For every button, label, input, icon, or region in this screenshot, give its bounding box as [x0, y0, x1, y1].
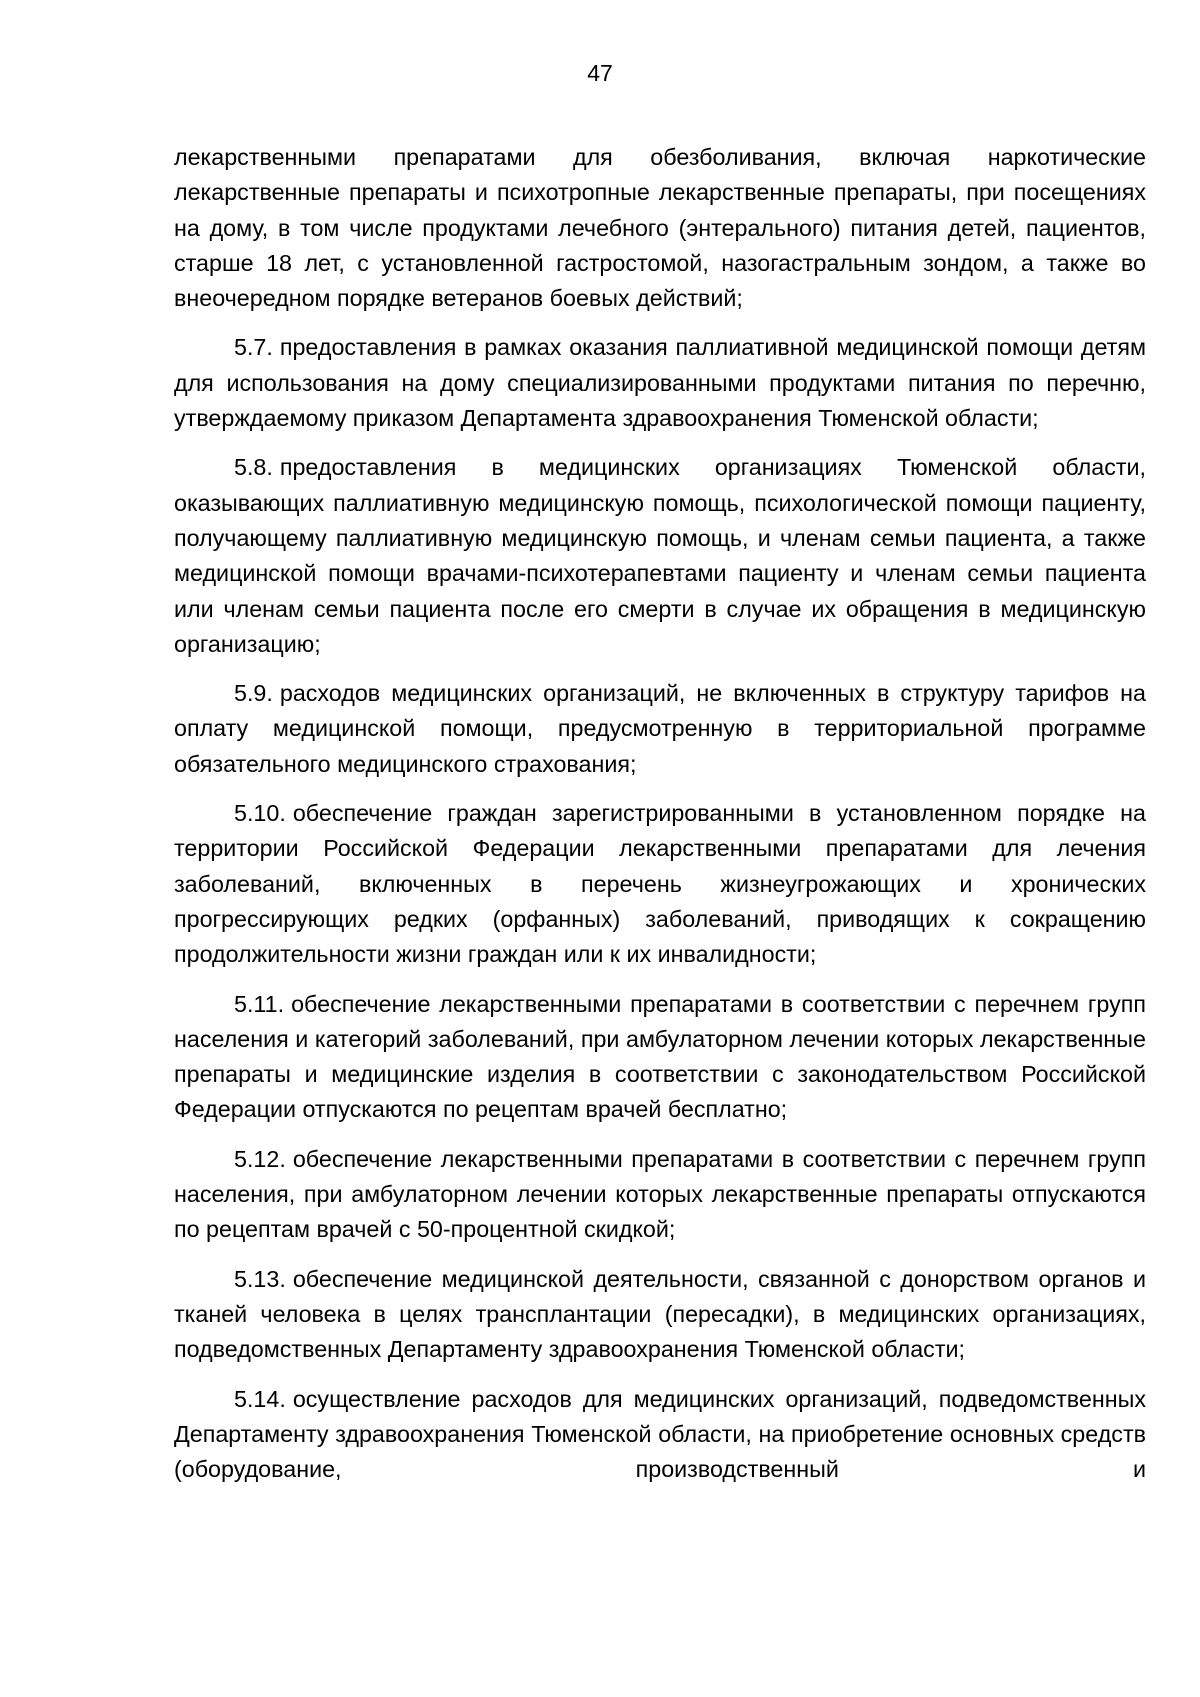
paragraph-text: расходов медицинских организаций, не включенных в структуру тарифов на оплату медицинской помощи, предусмотренную в территориальной программе обязательного медицинского страхования; — [174, 680, 1146, 777]
paragraph-text: обеспечение граждан зарегистрированными в установленном порядке на территории Российской Федерации лекарственными препаратами для лечения заболеваний, включенных в перечень жизнеугрожающих и хронических прогрессирующих редких (орфанных) заболеваний, приводящих к сокращению продолжительности жизни граждан или к их инвалидности; — [174, 800, 1146, 968]
page-number: 47 — [587, 60, 613, 86]
paragraph-number: 5.14. — [234, 1385, 286, 1412]
paragraph-number: 5.10. — [234, 800, 286, 827]
paragraph-text: лекарственными препаратами для обезболивания, включая наркотические лекарственные препараты и психотропные лекарственные препараты, при посещениях на дому, в том числе продуктами лечебного (энтерального) питания детей, пациентов, старше 18 лет, с установленной гастростомой, назогастральным зондом, а также во внеочередном порядке ветеранов боевых действий; — [174, 144, 1146, 312]
paragraph-text: осуществление расходов для медицинских организаций, подведомственных Департаменту здравоохранения Тюменской области, на приобретение основных средств (оборудование, производственный и — [174, 1385, 1146, 1483]
paragraph-number: 5.9. — [234, 680, 273, 707]
paragraph-text: предоставления в рамках оказания паллиативной медицинской помощи детям для использования на дому специализированными продуктами питания по перечню, утверждаемому приказом Департамента здравоохранения Тюменской области; — [174, 334, 1146, 432]
paragraph-5-13 — [174, 1262, 1146, 1368]
paragraph-number: 5.7. — [234, 334, 273, 361]
paragraph-text: предоставления в медицинских организациях Тюменской области, оказывающих паллиативную медицинскую помощь, психологической помощи пациенту, получающему паллиативную медицинскую помощь, и членам семьи пациента, а также медицинской помощи врачами-психотерапевтами пациенту и членам семьи пациента или членам семьи пациента после его смерти в случае их обращения в медицинскую организацию; — [174, 454, 1146, 657]
paragraph-5-7 — [174, 330, 1146, 436]
paragraph-5-8 — [174, 450, 1146, 662]
paragraph-5-12 — [174, 1142, 1146, 1248]
document-body — [174, 140, 1146, 1487]
paragraph-number: 5.12. — [234, 1145, 286, 1172]
paragraph-number: 5.13. — [234, 1265, 286, 1292]
paragraph-number: 5.11. — [234, 990, 285, 1017]
paragraph-text: обеспечение медицинской деятельности, связанной с донорством органов и тканей человека в целях трансплантации (пересадки), в медицинских организациях, подведомственных Департаменту здравоохранения Тюменской области; — [174, 1265, 1146, 1363]
paragraph-number: 5.8. — [234, 454, 273, 481]
paragraph-5-10 — [174, 796, 1146, 972]
paragraph-5-9 — [174, 676, 1146, 782]
paragraph-continuation — [174, 140, 1146, 316]
paragraph-text: обеспечение лекарственными препаратами в соответствии с перечнем групп населения и категорий заболеваний, при амбулаторном лечении которых лекарственные препараты и медицинские изделия в соответствии с законодательством Российской Федерации отпускаются по рецептам врачей бесплатно; — [174, 990, 1146, 1123]
paragraph-5-14 — [174, 1382, 1146, 1488]
paragraph-text: обеспечение лекарственными препаратами в соответствии с перечнем групп населения, при амбулаторном лечении которых лекарственные препараты отпускаются по рецептам врачей с 50-процентной скидкой; — [174, 1145, 1146, 1243]
paragraph-5-11 — [174, 987, 1146, 1128]
